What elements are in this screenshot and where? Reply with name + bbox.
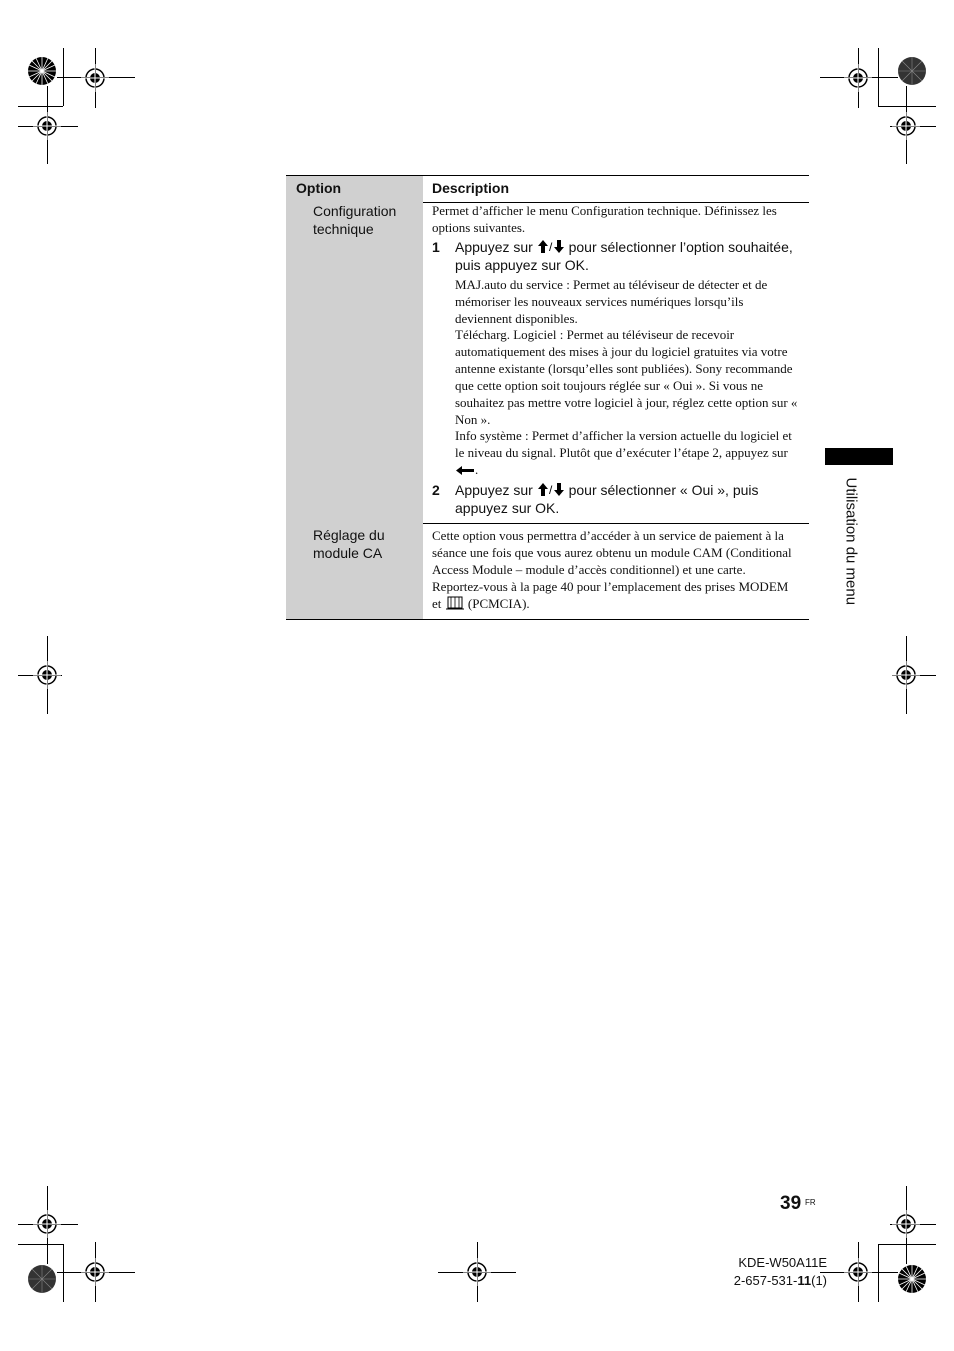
page-language: FR [805,1198,816,1207]
starburst-icon [892,1259,932,1299]
crosshair-icon [886,106,926,146]
sub-maj-auto: MAJ.auto du service : Permet au téléviseur de détecter et de mémoriser les nouveaux services numériques lorsqu’ils deviennent disponibles. [455,277,768,326]
row1-intro: Permet d’afficher le menu Configuration technique. Définissez les options suivantes. [432,203,777,235]
starburst-icon [22,51,62,91]
row-divider [423,523,809,524]
section-tab-marker [825,448,893,465]
header-description: Description [432,180,510,196]
return-arrow-icon [455,465,475,476]
crosshair-icon [457,1252,497,1292]
crosshair-icon [886,655,926,695]
crosshair-icon [838,58,878,98]
page-number: 39 [780,1193,802,1214]
arrow-up-down-icon [537,239,565,254]
svg-text:/: / [548,483,553,497]
option-reglage-module-ca: Réglage du module CA [313,527,385,561]
starburst-icon [22,1259,62,1299]
sub-info-systeme: Info système : Permet d’afficher la version actuelle du logiciel et le niveau du signal. Plutôt que d’exécuter l’étape 2, appuyez sur . [455,428,792,477]
option-configuration-technique: Configuration technique [313,203,397,237]
svg-text:/: / [548,240,553,254]
model-number: KDE-W50A11E [738,1255,827,1270]
crosshair-icon [75,1252,115,1292]
row2-text: Cette option vous permettra d’accéder à un service de paiement à la séance une fois que vous aurez obtenu un module CAM (Conditional Access Module – module d’accès conditionnel) et une carte. Reportez-vous à la page 40 pour l’emplacement des prises MODEM et (PCMCIA). [432,528,792,611]
crosshair-icon [27,655,67,695]
starburst-icon [892,51,932,91]
table-header [286,175,809,203]
pcmcia-slot-icon [445,595,465,610]
crosshair-icon [27,1204,67,1244]
arrow-up-down-icon [537,482,565,497]
header-option: Option [296,180,342,196]
crosshair-icon [886,1204,926,1244]
sub-telecharg-logiciel: Télécharg. Logiciel : Permet au téléviseur de recevoir automatiquement des mises à jour du logiciel gratuites via votre antenne existante (lorsqu’elles sont publiées). Sony recommande que cette option soit toujours réglée sur « Oui ». Si vous ne souhaitez pas mettre votre logiciel à jour, réglez cette option sur « Non ». [455,327,798,427]
crosshair-icon [838,1252,878,1292]
crosshair-icon [27,106,67,146]
document-code: 2-657-531-11(1) [733,1273,827,1288]
section-tab-label: Utilisation du menu [842,477,860,606]
crosshair-icon [75,58,115,98]
table-bottom-rule [286,619,809,620]
